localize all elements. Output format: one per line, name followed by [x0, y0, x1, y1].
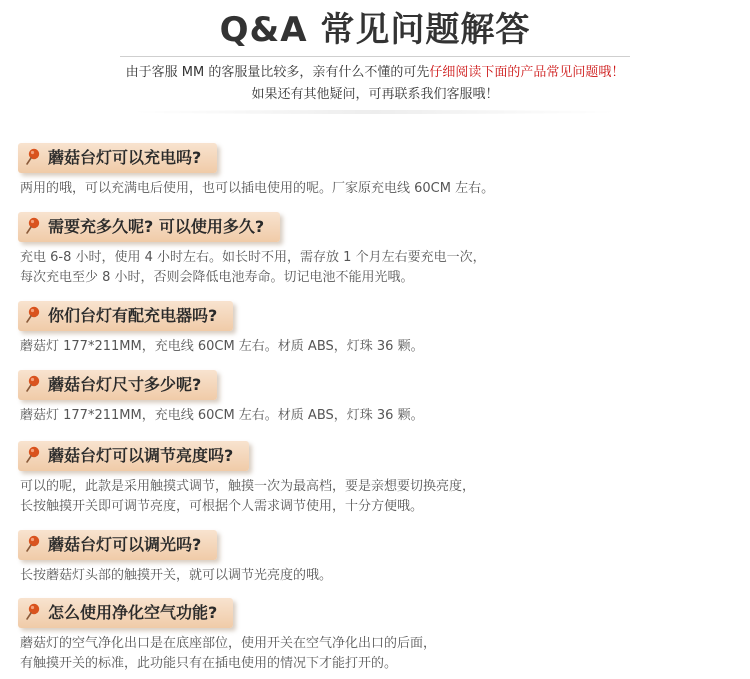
answer-line: 蘑菇灯 177*211MM，充电线 60CM 左右。材质 ABS，灯珠 36 颗。 [20, 408, 424, 423]
question-text: 蘑菇台灯可以充电吗? [48, 148, 202, 167]
answer-text [20, 248, 738, 288]
answer-text [20, 179, 738, 199]
answer-line: 充电 6-8 小时，使用 4 小时左右。如长时不用，需存放 1 个月左右要充电一次， [20, 250, 486, 265]
question-text: 蘑菇台灯尺寸多少呢? [48, 375, 202, 394]
answer-text [20, 566, 738, 586]
faq-item [18, 143, 738, 199]
question-label [18, 530, 217, 560]
faq-item [18, 212, 738, 288]
answer-line: 有触摸开关的标准，此功能只有在插电使用的情况下才能打开的。 [20, 656, 398, 671]
question-text: 你们台灯有配充电器吗? [48, 306, 218, 325]
qa-header [0, 0, 750, 118]
pushpin-icon [25, 375, 41, 393]
pushpin-icon [25, 306, 41, 324]
answer-text [20, 477, 738, 517]
question-text: 蘑菇台灯可以调节亮度吗? [48, 446, 234, 465]
pushpin-icon [25, 603, 41, 621]
pushpin-icon [25, 148, 41, 166]
intro-text: 由于客服 MM 的客服量比较多，亲有什么不懂的可先 [125, 65, 430, 80]
answer-line: 每次充电至少 8 小时，否则会降低电池寿命。切记电池不能用光哦。 [20, 270, 414, 285]
faq-item [18, 598, 738, 674]
title-divider [120, 56, 630, 57]
answer-line: 蘑菇灯 177*211MM，充电线 60CM 左右。材质 ABS，灯珠 36 颗。 [20, 339, 424, 354]
pushpin-icon [25, 535, 41, 553]
answer-line: 可以的呢，此款是采用触摸式调节，触摸一次为最高档，要是亲想要切换亮度， [20, 479, 476, 494]
question-label [18, 370, 217, 400]
pushpin-icon [25, 217, 41, 235]
pushpin-icon [25, 446, 41, 464]
intro-highlight: 仔细阅读下面的产品常见问题哦！ [429, 65, 625, 80]
question-text: 怎么使用净化空气功能? [48, 603, 218, 622]
faq-item [18, 441, 738, 517]
answer-text [20, 634, 738, 674]
question-text: 蘑菇台灯可以调光吗? [48, 535, 202, 554]
answer-line: 长按蘑菇灯头部的触摸开关，就可以调节光亮度的哦。 [20, 568, 333, 583]
answer-line: 两用的哦，可以充满电后使用，也可以插电使用的呢。厂家原充电线 60CM 左右。 [20, 181, 495, 196]
answer-text [20, 337, 738, 357]
answer-text [20, 406, 738, 426]
faq-item [18, 370, 738, 426]
faq-item [18, 301, 738, 357]
question-label [18, 301, 233, 331]
faq-item [18, 530, 738, 586]
answer-line: 蘑菇灯的空气净化出口是在底座部位，使用开关在空气净化出口的后面， [20, 636, 437, 651]
question-text: 需要充多久呢? 可以使用多久? [48, 217, 265, 236]
intro-line-2: 如果还有其他疑问，可再联系我们客服哦！ [251, 87, 499, 102]
answer-line: 长按触摸开关即可调节亮度，可根据个人需求调节使用，十分方便哦。 [20, 499, 424, 514]
question-label [18, 441, 249, 471]
question-label [18, 143, 217, 173]
page-title: Q&A 常见问题解答 [219, 10, 531, 50]
question-label [18, 212, 280, 242]
intro-divider [130, 110, 620, 114]
intro-line-1 [0, 64, 750, 82]
question-label [18, 598, 233, 628]
